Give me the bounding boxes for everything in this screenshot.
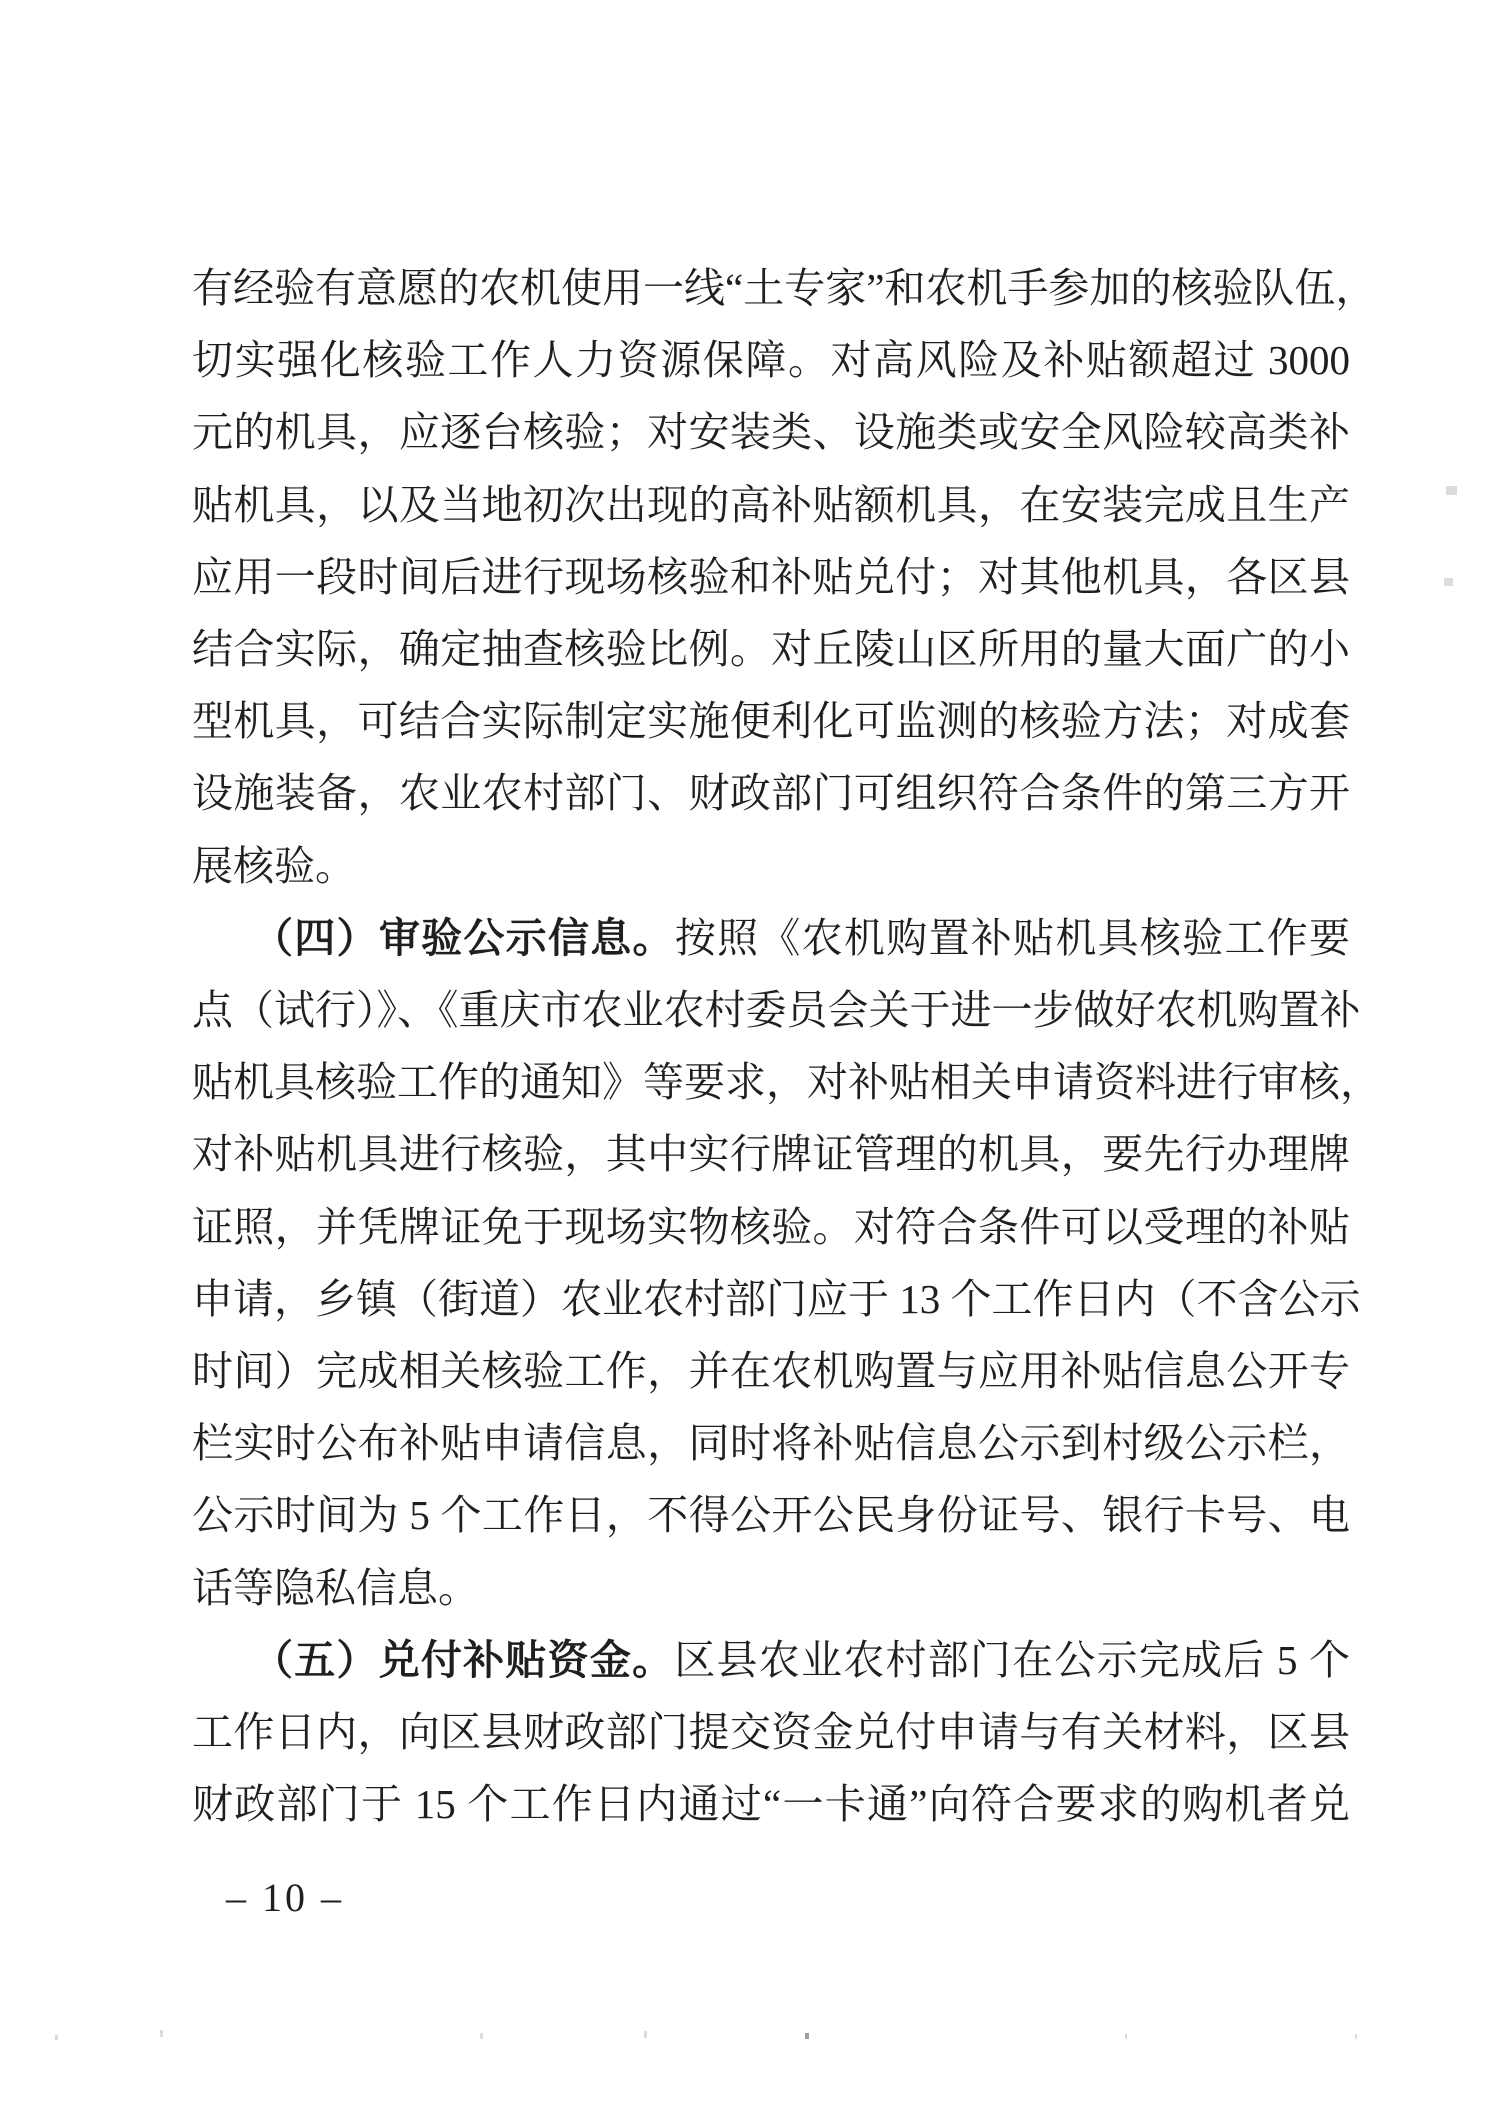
text-line: 元的机具，应逐台核验；对安装类、设施类或安全风险较高类补 <box>192 409 1350 456</box>
text-line: 点（试行）》、《重庆市农业农村委员会关于进一步做好农机购置补 <box>192 987 1361 1034</box>
text-line: 对补贴机具进行核验，其中实行牌证管理的机具，要先行办理牌 <box>192 1131 1350 1178</box>
text-line <box>192 1624 1350 1696</box>
text-line <box>192 902 1350 974</box>
text-line: 结合实际，确定抽查核验比例。对丘陵山区所用的量大面广的小 <box>192 626 1350 673</box>
text-line: 证照，并凭牌证免于现场实物核验。对符合条件可以受理的补贴 <box>192 1203 1350 1250</box>
text-line: 栏实时公布补贴申请信息，同时将补贴信息公示到村级公示栏， <box>192 1420 1350 1467</box>
section-heading-5: （五）兑付补贴资金。 <box>252 1636 675 1683</box>
body-text <box>192 252 1381 1840</box>
text-line: 公示时间为 5 个工作日，不得公开公民身份证号、银行卡号、电 <box>192 1492 1350 1539</box>
text-line: 贴机具核验工作的通知》等要求，对补贴相关申请资料进行审核， <box>192 1059 1381 1106</box>
text-line: 型机具，可结合实际制定实施便利化可监测的核验方法；对成套 <box>192 698 1350 745</box>
text-line: 话等隐私信息。 <box>192 1564 479 1611</box>
scan-speck <box>55 2035 58 2040</box>
text-line: 财政部门于 15 个工作日内通过“一卡通”向符合要求的购机者兑 <box>192 1781 1350 1828</box>
text-line: 应用一段时间后进行现场核验和补贴兑付；对其他机具，各区县 <box>192 553 1350 600</box>
text-line: 展核验。 <box>192 842 356 889</box>
section-heading-4: （四）审验公示信息。 <box>252 914 675 961</box>
scan-speck <box>1446 486 1457 495</box>
scan-speck <box>1355 2034 1357 2039</box>
scan-speck <box>644 2031 647 2038</box>
scan-speck <box>1125 2034 1127 2039</box>
text-line: 贴机具，以及当地初次出现的高补贴额机具，在安装完成且生产 <box>192 481 1350 528</box>
page-number: – 10 – <box>226 1875 344 1920</box>
text-line: 有经验有意愿的农机使用一线“土专家”和农机手参加的核验队伍， <box>192 265 1377 311</box>
text-line: 切实强化核验工作人力资源保障。对高风险及补贴额超过 3000 <box>192 337 1350 384</box>
scan-speck <box>160 2030 163 2037</box>
text-segment: 区县农业农村部门在公示完成后 5 个 <box>674 1636 1351 1683</box>
text-line: 工作日内，向区县财政部门提交资金兑付申请与有关材料，区县 <box>192 1709 1350 1756</box>
scan-speck <box>480 2033 483 2039</box>
text-line: 申请，乡镇（街道）农业农村部门应于 13 个工作日内（不含公示 <box>192 1275 1361 1322</box>
text-line: 设施装备，农业农村部门、财政部门可组织符合条件的第三方开 <box>192 770 1350 817</box>
scan-speck <box>805 2033 809 2039</box>
text-line: 时间）完成相关核验工作，并在农机购置与应用补贴信息公开专 <box>192 1348 1350 1395</box>
text-segment: 按照《农机购置补贴机具核验工作要 <box>674 914 1351 961</box>
scan-speck <box>1444 578 1453 586</box>
